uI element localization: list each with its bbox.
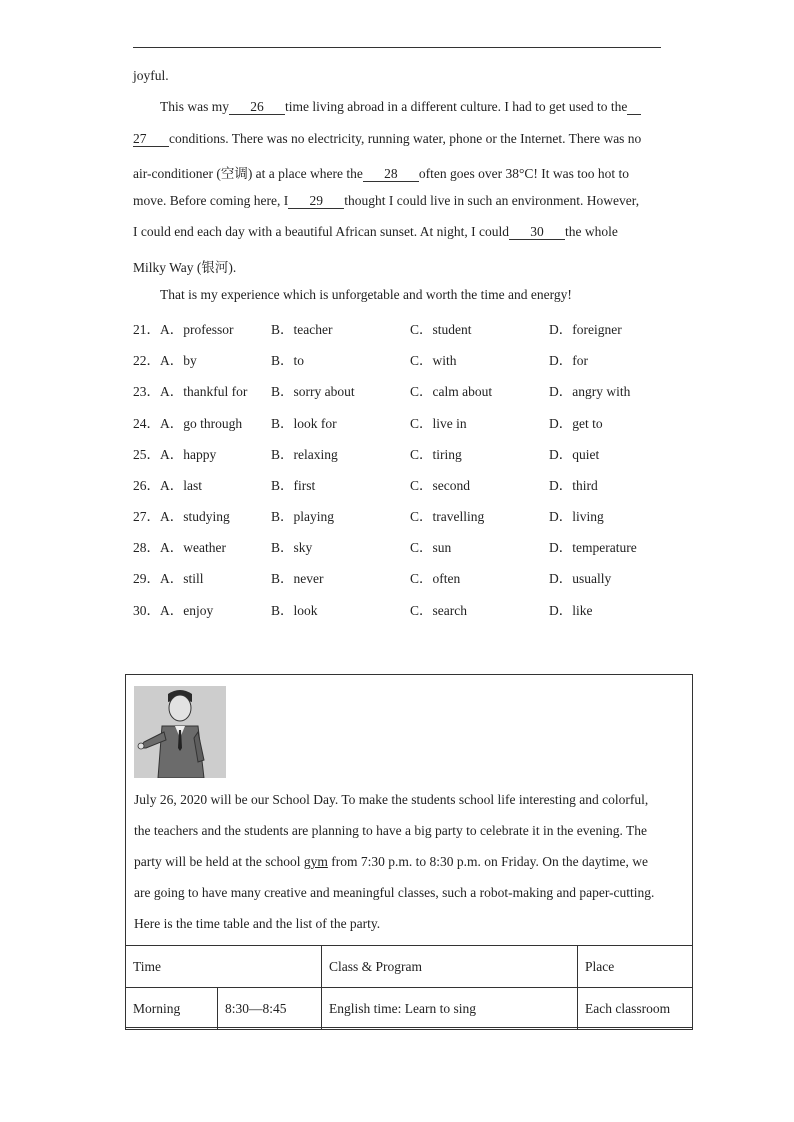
option-a: A．studying [160,509,230,524]
question-number: 29． [133,571,160,586]
option-b: B．relaxing [271,447,338,462]
option-a: A．last [160,478,202,493]
question-number: 27． [133,509,160,524]
option-d: D．third [549,478,598,493]
option-c: C．often [410,571,461,586]
header-place: Place [578,946,693,988]
gym-underlined-word: gym [303,854,328,869]
cell-place: Each classroom [578,988,693,1030]
blank-28: 28 [363,167,419,182]
passage-text: time living abroad in a different culture. I had to get used to the [285,99,628,114]
option-b: B．look for [271,416,337,431]
option-b: B．playing [271,509,334,524]
blank-26: 26 [229,100,285,115]
option-b: B．to [271,353,305,368]
question-number: 23． [133,384,160,399]
option-a: A．thankful for [160,384,248,399]
header-class-program: Class & Program [322,946,578,988]
option-d: D．living [549,509,604,524]
option-a: A．enjoy [160,603,214,618]
question-number: 25． [133,447,160,462]
passage-line [133,224,618,240]
cell-time: 8:30—8:45 [218,988,322,1030]
option-c: C．tiring [410,447,462,462]
passage-text: move. Before coming here, I [133,193,289,208]
option-b: B．teacher [271,322,333,337]
option-c: C．student [410,322,472,337]
passage-text: air-conditioner (空调) at a place where the [133,166,363,181]
option-b: B．sky [271,540,313,555]
option-a: A．professor [160,322,234,337]
passage-line [133,131,641,147]
option-b: B．first [271,478,316,493]
passage-text: often goes over 38°C! It was too hot to [418,166,629,181]
passage-line: joyful. [133,68,169,83]
option-d: D．usually [549,571,612,586]
header-rule [133,47,661,48]
option-c: C．calm about [410,384,493,399]
option-a: A．by [160,353,197,368]
notice-line: the teachers and the students are planning to have a big party to celebrate it in the evening. The [134,823,647,838]
passage-line [160,99,641,115]
passage-line [133,162,629,182]
passage-text: conditions. There was no electricity, running water, phone or the Internet. There was no [169,131,642,146]
option-c: C．travelling [410,509,485,524]
passage-text: the whole [565,224,618,239]
option-a: A．go through [160,416,243,431]
school-day-notice [125,674,693,1028]
timetable [125,945,693,1030]
blank-29: 29 [288,194,344,209]
blank-27: 27 [133,132,169,147]
option-b: B．never [271,571,324,586]
option-a: A．happy [160,447,217,462]
option-c: C．with [410,353,457,368]
passage-text: This was my [160,99,229,114]
passage-text: thought I could live in such an environment. However, [344,193,640,208]
notice-line [134,854,648,870]
option-c: C．sun [410,540,452,555]
question-number: 24． [133,416,160,431]
option-d: D．foreigner [549,322,622,337]
question-number: 21． [133,322,160,337]
question-number: 30． [133,603,160,618]
option-c: C．live in [410,416,467,431]
cell-period: Morning [126,988,218,1030]
passage-line: Milky Way (银河). [133,260,237,275]
notice-line: July 26, 2020 will be our School Day. To make the students school life interesting and colorful, [134,792,649,807]
question-number: 26． [133,478,160,493]
notice-line: Here is the time table and the list of the party. [134,916,381,931]
option-d: D．get to [549,416,603,431]
notice-text: from 7:30 p.m. to 8:30 p.m. on Friday. On the daytime, we [327,854,648,869]
cell-class: English time: Learn to sing [322,988,578,1030]
passage-text: I could end each day with a beautiful African sunset. At night, I could [133,224,510,239]
option-a: A．weather [160,540,226,555]
notice-line: are going to have many creative and meaningful classes, such a robot-making and paper-cutting. [134,885,655,900]
man-pointing-illustration [134,686,226,778]
option-c: C．second [410,478,470,493]
question-number: 22． [133,353,160,368]
question-number: 28． [133,540,160,555]
option-d: D．angry with [549,384,631,399]
option-c: C．search [410,603,467,618]
option-b: B．look [271,603,318,618]
option-d: D．like [549,603,593,618]
option-d: D．quiet [549,447,600,462]
blank-30: 30 [509,225,565,240]
table-row [126,988,693,1030]
header-time: Time [126,946,322,988]
blank-27-lead [627,100,641,115]
table-header-row [126,946,693,988]
option-d: D．for [549,353,588,368]
notice-text: party will be held at the school [134,854,304,869]
illustration-svg [134,686,226,778]
option-d: D．temperature [549,540,637,555]
option-b: B．sorry about [271,384,355,399]
option-a: A．still [160,571,204,586]
passage-line [133,193,639,209]
passage-line: That is my experience which is unforgetable and worth the time and energy! [160,287,572,302]
